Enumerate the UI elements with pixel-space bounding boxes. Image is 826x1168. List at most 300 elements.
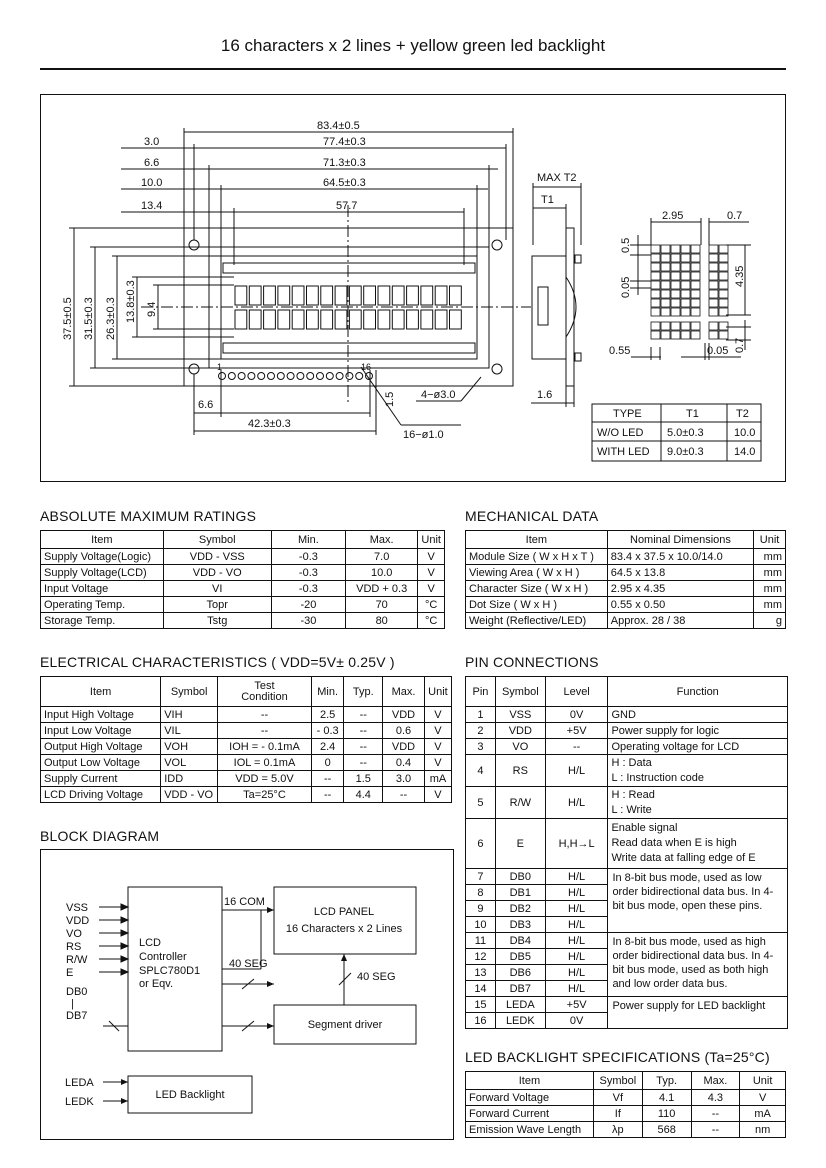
table-cell: mm — [754, 581, 786, 597]
type-header-t2: T2 — [736, 408, 749, 420]
table-cell: RS — [495, 755, 545, 787]
table-header-cell: Max. — [345, 531, 417, 549]
table-cell: DB0 — [495, 869, 545, 885]
table-cell: -- — [344, 723, 383, 739]
table-cell: 4.1 — [642, 1090, 691, 1106]
table-cell: VDD — [495, 723, 545, 739]
table-cell: 13 — [466, 965, 496, 981]
table-header-cell: Unit — [418, 531, 445, 549]
table-cell: VDD - VSS — [163, 549, 271, 565]
table-header-row — [41, 531, 445, 549]
dot — [709, 322, 718, 330]
table-cell: H,H→L — [545, 819, 608, 869]
table-cell: 83.4 x 37.5 x 10.0/14.0 — [607, 549, 753, 565]
character-cell — [264, 310, 276, 329]
dot — [651, 299, 660, 307]
table-cell: VDD - VO — [163, 565, 271, 581]
table-header-row — [41, 677, 452, 707]
dot — [709, 281, 718, 289]
panel-box — [274, 887, 416, 954]
table-row — [466, 819, 788, 869]
table-cell: +5V — [545, 723, 608, 739]
input-signal-label: VDD — [66, 915, 90, 927]
character-cell — [435, 286, 447, 305]
table-cell: 64.5 x 13.8 — [607, 565, 753, 581]
type-row-wo-t1: 5.0±0.3 — [667, 427, 704, 439]
char-dim-gap: 0.7 — [727, 210, 743, 222]
function-cell: Power supply for LED backlight — [608, 997, 788, 1029]
type-row-wo-t2: 10.0 — [734, 427, 756, 439]
controller-line-4: or Eqv. — [139, 978, 174, 990]
abs-max-table — [40, 530, 445, 629]
dot — [671, 299, 680, 307]
dot — [671, 245, 680, 253]
drawing-svg — [41, 95, 787, 483]
table-cell: 0 — [311, 755, 344, 771]
pin-hole — [346, 373, 353, 380]
dot — [691, 272, 700, 280]
dot — [661, 263, 670, 271]
table-cell: 4.4 — [344, 787, 383, 803]
character-cell — [249, 286, 261, 305]
dot — [681, 272, 690, 280]
dot — [691, 254, 700, 262]
dot — [661, 272, 670, 280]
type-row-with-t1: 9.0±0.3 — [667, 446, 704, 458]
table-cell: LEDK — [495, 1013, 545, 1029]
table-cell: V — [424, 755, 451, 771]
dot — [651, 331, 660, 339]
table-cell: mA — [424, 771, 451, 787]
dot — [661, 331, 670, 339]
table-cell: Operating Temp. — [41, 597, 164, 613]
com-label: 16 COM — [224, 896, 265, 908]
input-signal-label: | — [71, 998, 74, 1010]
table-cell: Tstg — [163, 613, 271, 629]
table-cell: DB7 — [495, 981, 545, 997]
dot — [691, 281, 700, 289]
table-cell: -- — [311, 787, 344, 803]
table-cell: LEDA — [495, 997, 545, 1013]
character-cell — [307, 286, 319, 305]
table-cell: 0V — [545, 1013, 608, 1029]
leda-label: LEDA — [65, 1077, 94, 1089]
dot-matrix-grid — [651, 245, 728, 339]
abs-max-heading: ABSOLUTE MAXIMUM RATINGS — [40, 508, 257, 524]
table-cell: mm — [754, 565, 786, 581]
table-row — [41, 771, 452, 787]
character-cell — [321, 286, 333, 305]
table-cell: Approx. 28 / 38 — [607, 613, 753, 629]
table-cell: H/L — [545, 917, 608, 933]
dot — [671, 254, 680, 262]
table-row — [466, 869, 788, 885]
dot — [691, 290, 700, 298]
table-cell: 0.4 — [383, 755, 425, 771]
table-cell: mm — [754, 549, 786, 565]
dot — [681, 322, 690, 330]
character-cell — [407, 310, 419, 329]
dot — [681, 290, 690, 298]
dot — [651, 263, 660, 271]
dot — [691, 322, 700, 330]
character-cell — [378, 310, 390, 329]
character-cell — [235, 310, 247, 329]
table-cell: 3.0 — [383, 771, 425, 787]
table-cell: If — [593, 1106, 642, 1122]
table-cell: Input Low Voltage — [41, 723, 161, 739]
dim-mount-holes: 4−ø3.0 — [421, 389, 456, 401]
table-cell: 70 — [345, 597, 417, 613]
character-cell — [235, 286, 247, 305]
table-cell: VOH — [161, 739, 218, 755]
seg1-label: 40 SEG — [229, 958, 268, 970]
table-cell: Module Size ( W x H x T ) — [466, 549, 608, 565]
table-header-cell: Item — [41, 531, 164, 549]
dot — [671, 331, 680, 339]
table-header-cell: Item — [466, 1072, 594, 1090]
dot — [719, 272, 728, 280]
character-cell — [364, 310, 376, 329]
dim-height-row: 9.4 — [146, 301, 158, 317]
character-cell — [407, 286, 419, 305]
table-row — [466, 739, 788, 755]
table-cell: IOH = - 0.1mA — [218, 739, 312, 755]
table-cell: 2 — [466, 723, 496, 739]
dot — [709, 245, 718, 253]
table-cell: DB4 — [495, 933, 545, 949]
dim-pin-holes: 16−ø1.0 — [403, 429, 444, 441]
dim-height-chars: 13.8±0.3 — [125, 280, 137, 323]
input-signal-label: VO — [66, 928, 82, 940]
table-cell: 2.5 — [311, 707, 344, 723]
table-cell: LCD Driving Voltage — [41, 787, 161, 803]
dot — [719, 299, 728, 307]
pin-hole — [258, 373, 265, 380]
table-cell: -- — [344, 707, 383, 723]
table-cell: 12 — [466, 949, 496, 965]
table-cell: °C — [418, 597, 445, 613]
table-cell: VO — [495, 739, 545, 755]
pin-hole — [317, 373, 324, 380]
dim-width-chars: 57.7 — [336, 200, 358, 212]
table-cell: Input Voltage — [41, 581, 164, 597]
pin-hole — [248, 373, 255, 380]
table-cell: -0.3 — [271, 549, 345, 565]
character-cell — [450, 310, 462, 329]
table-cell: -20 — [271, 597, 345, 613]
mechanical-drawing — [40, 94, 786, 482]
dot — [681, 299, 690, 307]
table-row — [466, 707, 788, 723]
table-cell: H/L — [545, 755, 608, 787]
table-header-cell: Min. — [271, 531, 345, 549]
table-cell: R/W — [495, 787, 545, 819]
table-row — [41, 565, 445, 581]
dot — [651, 245, 660, 253]
dot — [691, 299, 700, 307]
table-row — [41, 597, 445, 613]
type-row-with-t2: 14.0 — [734, 446, 756, 458]
dot — [661, 254, 670, 262]
table-cell: °C — [418, 613, 445, 629]
table-cell: Topr — [163, 597, 271, 613]
dot — [681, 281, 690, 289]
table-cell: IDD — [161, 771, 218, 787]
dim-height-module: 37.5±0.5 — [62, 297, 74, 340]
table-cell: 6 — [466, 819, 496, 869]
table-cell: 9 — [466, 901, 496, 917]
dim-width-bezel: 71.3±0.3 — [323, 157, 366, 169]
dot — [681, 245, 690, 253]
dot — [671, 281, 680, 289]
char-dim-height: 4.35 — [734, 265, 746, 287]
dot — [709, 263, 718, 271]
table-header-row — [466, 677, 788, 707]
dim-height-view: 26.3±0.3 — [105, 297, 117, 340]
table-row — [466, 787, 788, 819]
pin-hole — [297, 373, 304, 380]
table-cell: Forward Current — [466, 1106, 594, 1122]
table-cell: H/L — [545, 787, 608, 819]
character-cell — [435, 310, 447, 329]
table-cell: Power supply for logic — [608, 723, 788, 739]
table-row — [466, 581, 786, 597]
input-arrow — [121, 930, 128, 936]
dot — [709, 254, 718, 262]
character-cell — [349, 310, 361, 329]
pin-hole — [228, 373, 235, 380]
table-cell: VDD — [383, 707, 425, 723]
dim-offset-3: 10.0 — [141, 177, 163, 189]
block-heading: BLOCK DIAGRAM — [40, 828, 160, 844]
table-header-cell: Min. — [311, 677, 344, 707]
table-cell: 15 — [466, 997, 496, 1013]
table-row — [466, 723, 788, 739]
table-cell: Output Low Voltage — [41, 755, 161, 771]
table-cell: 110 — [642, 1106, 691, 1122]
table-cell: DB3 — [495, 917, 545, 933]
table-cell: 2.4 — [311, 739, 344, 755]
dim-height-bezel: 31.5±0.3 — [83, 297, 95, 340]
dot — [661, 308, 670, 316]
dot — [681, 254, 690, 262]
table-cell: 80 — [345, 613, 417, 629]
table-cell: H/L — [545, 949, 608, 965]
table-row — [466, 1122, 786, 1138]
table-header-cell: Level — [545, 677, 608, 707]
table-cell: -- — [311, 771, 344, 787]
side-dim: 1.6 — [537, 389, 553, 401]
table-cell: 0.55 x 0.50 — [607, 597, 753, 613]
table-header-row — [466, 1072, 786, 1090]
dot — [709, 331, 718, 339]
dot — [719, 281, 728, 289]
table-cell: V — [418, 581, 445, 597]
table-cell: 14 — [466, 981, 496, 997]
table-cell: H/L — [545, 885, 608, 901]
dot — [661, 322, 670, 330]
dot — [719, 254, 728, 262]
input-arrow — [121, 943, 128, 949]
character-cell — [292, 310, 304, 329]
table-cell: Dot Size ( W x H ) — [466, 597, 608, 613]
table-header-cell: Symbol — [593, 1072, 642, 1090]
character-cell — [450, 286, 462, 305]
function-line: L : Instruction code — [611, 771, 704, 784]
panel-line-1: LCD PANEL — [313, 906, 375, 918]
table-cell: Vf — [593, 1090, 642, 1106]
character-cell — [364, 286, 376, 305]
character-cell — [278, 310, 290, 329]
table-cell: VDD - VO — [161, 787, 218, 803]
table-row — [41, 723, 452, 739]
table-cell: DB5 — [495, 949, 545, 965]
dot — [671, 290, 680, 298]
dot — [681, 308, 690, 316]
pin-hole — [336, 373, 343, 380]
table-row — [41, 581, 445, 597]
character-cell — [292, 286, 304, 305]
table-cell: DB2 — [495, 901, 545, 917]
input-arrow — [121, 956, 128, 962]
table-cell: V — [740, 1090, 786, 1106]
char-dim-under: 0.7 — [734, 337, 746, 353]
elec-table — [40, 676, 452, 803]
dim-width-module: 83.4±0.5 — [317, 120, 360, 132]
table-cell: 8 — [466, 885, 496, 901]
controller-line-3: SPLC780D1 — [139, 965, 201, 977]
table-header-row — [466, 531, 786, 549]
table-cell: H/L — [545, 901, 608, 917]
pins-heading: PIN CONNECTIONS — [465, 654, 599, 670]
table-cell: V — [418, 549, 445, 565]
table-cell: 10 — [466, 917, 496, 933]
table-cell: DB6 — [495, 965, 545, 981]
dot — [691, 245, 700, 253]
mech-table — [465, 530, 786, 629]
character-cell — [335, 310, 347, 329]
pin-first-label: 1 — [217, 362, 223, 372]
input-signal-label: R/W — [66, 954, 88, 966]
dim-width-view: 64.5±0.3 — [323, 177, 366, 189]
character-cell — [421, 286, 433, 305]
character-cell — [392, 310, 404, 329]
dot — [651, 290, 660, 298]
table-row — [466, 1090, 786, 1106]
table-header-cell: Unit — [424, 677, 451, 707]
input-arrow — [121, 917, 128, 923]
table-header-cell: Pin — [466, 677, 496, 707]
char-dim-dot-h2: 0.05 — [707, 345, 729, 357]
table-cell: -0.3 — [271, 565, 345, 581]
table-cell: 10.0 — [345, 565, 417, 581]
table-cell: mm — [754, 597, 786, 613]
table-cell: -- — [218, 707, 312, 723]
ledk-label: LEDK — [65, 1096, 94, 1108]
table-cell: Supply Voltage(LCD) — [41, 565, 164, 581]
table-cell: H/L — [545, 981, 608, 997]
table-cell: VDD — [383, 739, 425, 755]
function-cell — [608, 819, 788, 869]
dot — [651, 281, 660, 289]
dot — [709, 290, 718, 298]
dim-pin-offset: 6.6 — [198, 399, 214, 411]
table-row — [466, 613, 786, 629]
character-cell — [421, 310, 433, 329]
table-cell: H/L — [545, 965, 608, 981]
input-signal-label: E — [66, 967, 74, 979]
table-header-cell: Unit — [754, 531, 786, 549]
dot — [651, 322, 660, 330]
table-row — [466, 755, 788, 787]
pin-hole — [356, 373, 363, 380]
dot — [691, 331, 700, 339]
input-signal-label: RS — [66, 941, 82, 953]
function-cell — [608, 755, 788, 787]
input-signal-label: VSS — [66, 902, 89, 914]
dot — [719, 290, 728, 298]
table-cell: Ta=25°C — [218, 787, 312, 803]
dot — [681, 331, 690, 339]
table-row — [41, 707, 452, 723]
character-cell — [378, 286, 390, 305]
table-header-cell: Max. — [383, 677, 425, 707]
table-cell: VDD + 0.3 — [345, 581, 417, 597]
table-header-cell: Symbol — [161, 677, 218, 707]
dim-pin-height: 1.5 — [384, 391, 396, 407]
pins-table — [465, 676, 788, 1029]
table-cell: 1 — [466, 707, 496, 723]
table-row — [41, 549, 445, 565]
dot — [691, 263, 700, 271]
table-cell: 1.5 — [344, 771, 383, 787]
dot — [651, 272, 660, 280]
table-cell: 4 — [466, 755, 496, 787]
table-cell: Weight (Reflective/LED) — [466, 613, 608, 629]
table-cell: 16 — [466, 1013, 496, 1029]
table-header-cell: Item — [41, 677, 161, 707]
function-line: H : Read — [611, 788, 655, 801]
table-header-cell: Item — [466, 531, 608, 549]
table-cell: -- — [545, 739, 608, 755]
function-line: H : Data — [611, 756, 652, 769]
dot — [709, 299, 718, 307]
table-cell: VI — [163, 581, 271, 597]
char-dim-width: 2.95 — [662, 210, 684, 222]
title-rule — [40, 68, 786, 70]
table-cell: V — [418, 565, 445, 581]
table-cell: V — [424, 787, 451, 803]
dim-offset-4: 13.4 — [141, 200, 163, 212]
pin-hole — [219, 373, 226, 380]
input-signal-label: DB0 — [66, 986, 88, 998]
table-cell: -30 — [271, 613, 345, 629]
table-cell: +5V — [545, 997, 608, 1013]
pin-hole — [287, 373, 294, 380]
table-header-cell: Typ. — [642, 1072, 691, 1090]
table-cell: V — [424, 723, 451, 739]
table-cell: Output High Voltage — [41, 739, 161, 755]
table-cell: Character Size ( W x H ) — [466, 581, 608, 597]
table-cell: -- — [383, 787, 425, 803]
table-cell: -- — [344, 739, 383, 755]
function-cell — [608, 787, 788, 819]
character-cell — [264, 286, 276, 305]
dim-offset-1: 3.0 — [144, 136, 160, 148]
table-header-cell: Unit — [740, 1072, 786, 1090]
table-cell: 7.0 — [345, 549, 417, 565]
